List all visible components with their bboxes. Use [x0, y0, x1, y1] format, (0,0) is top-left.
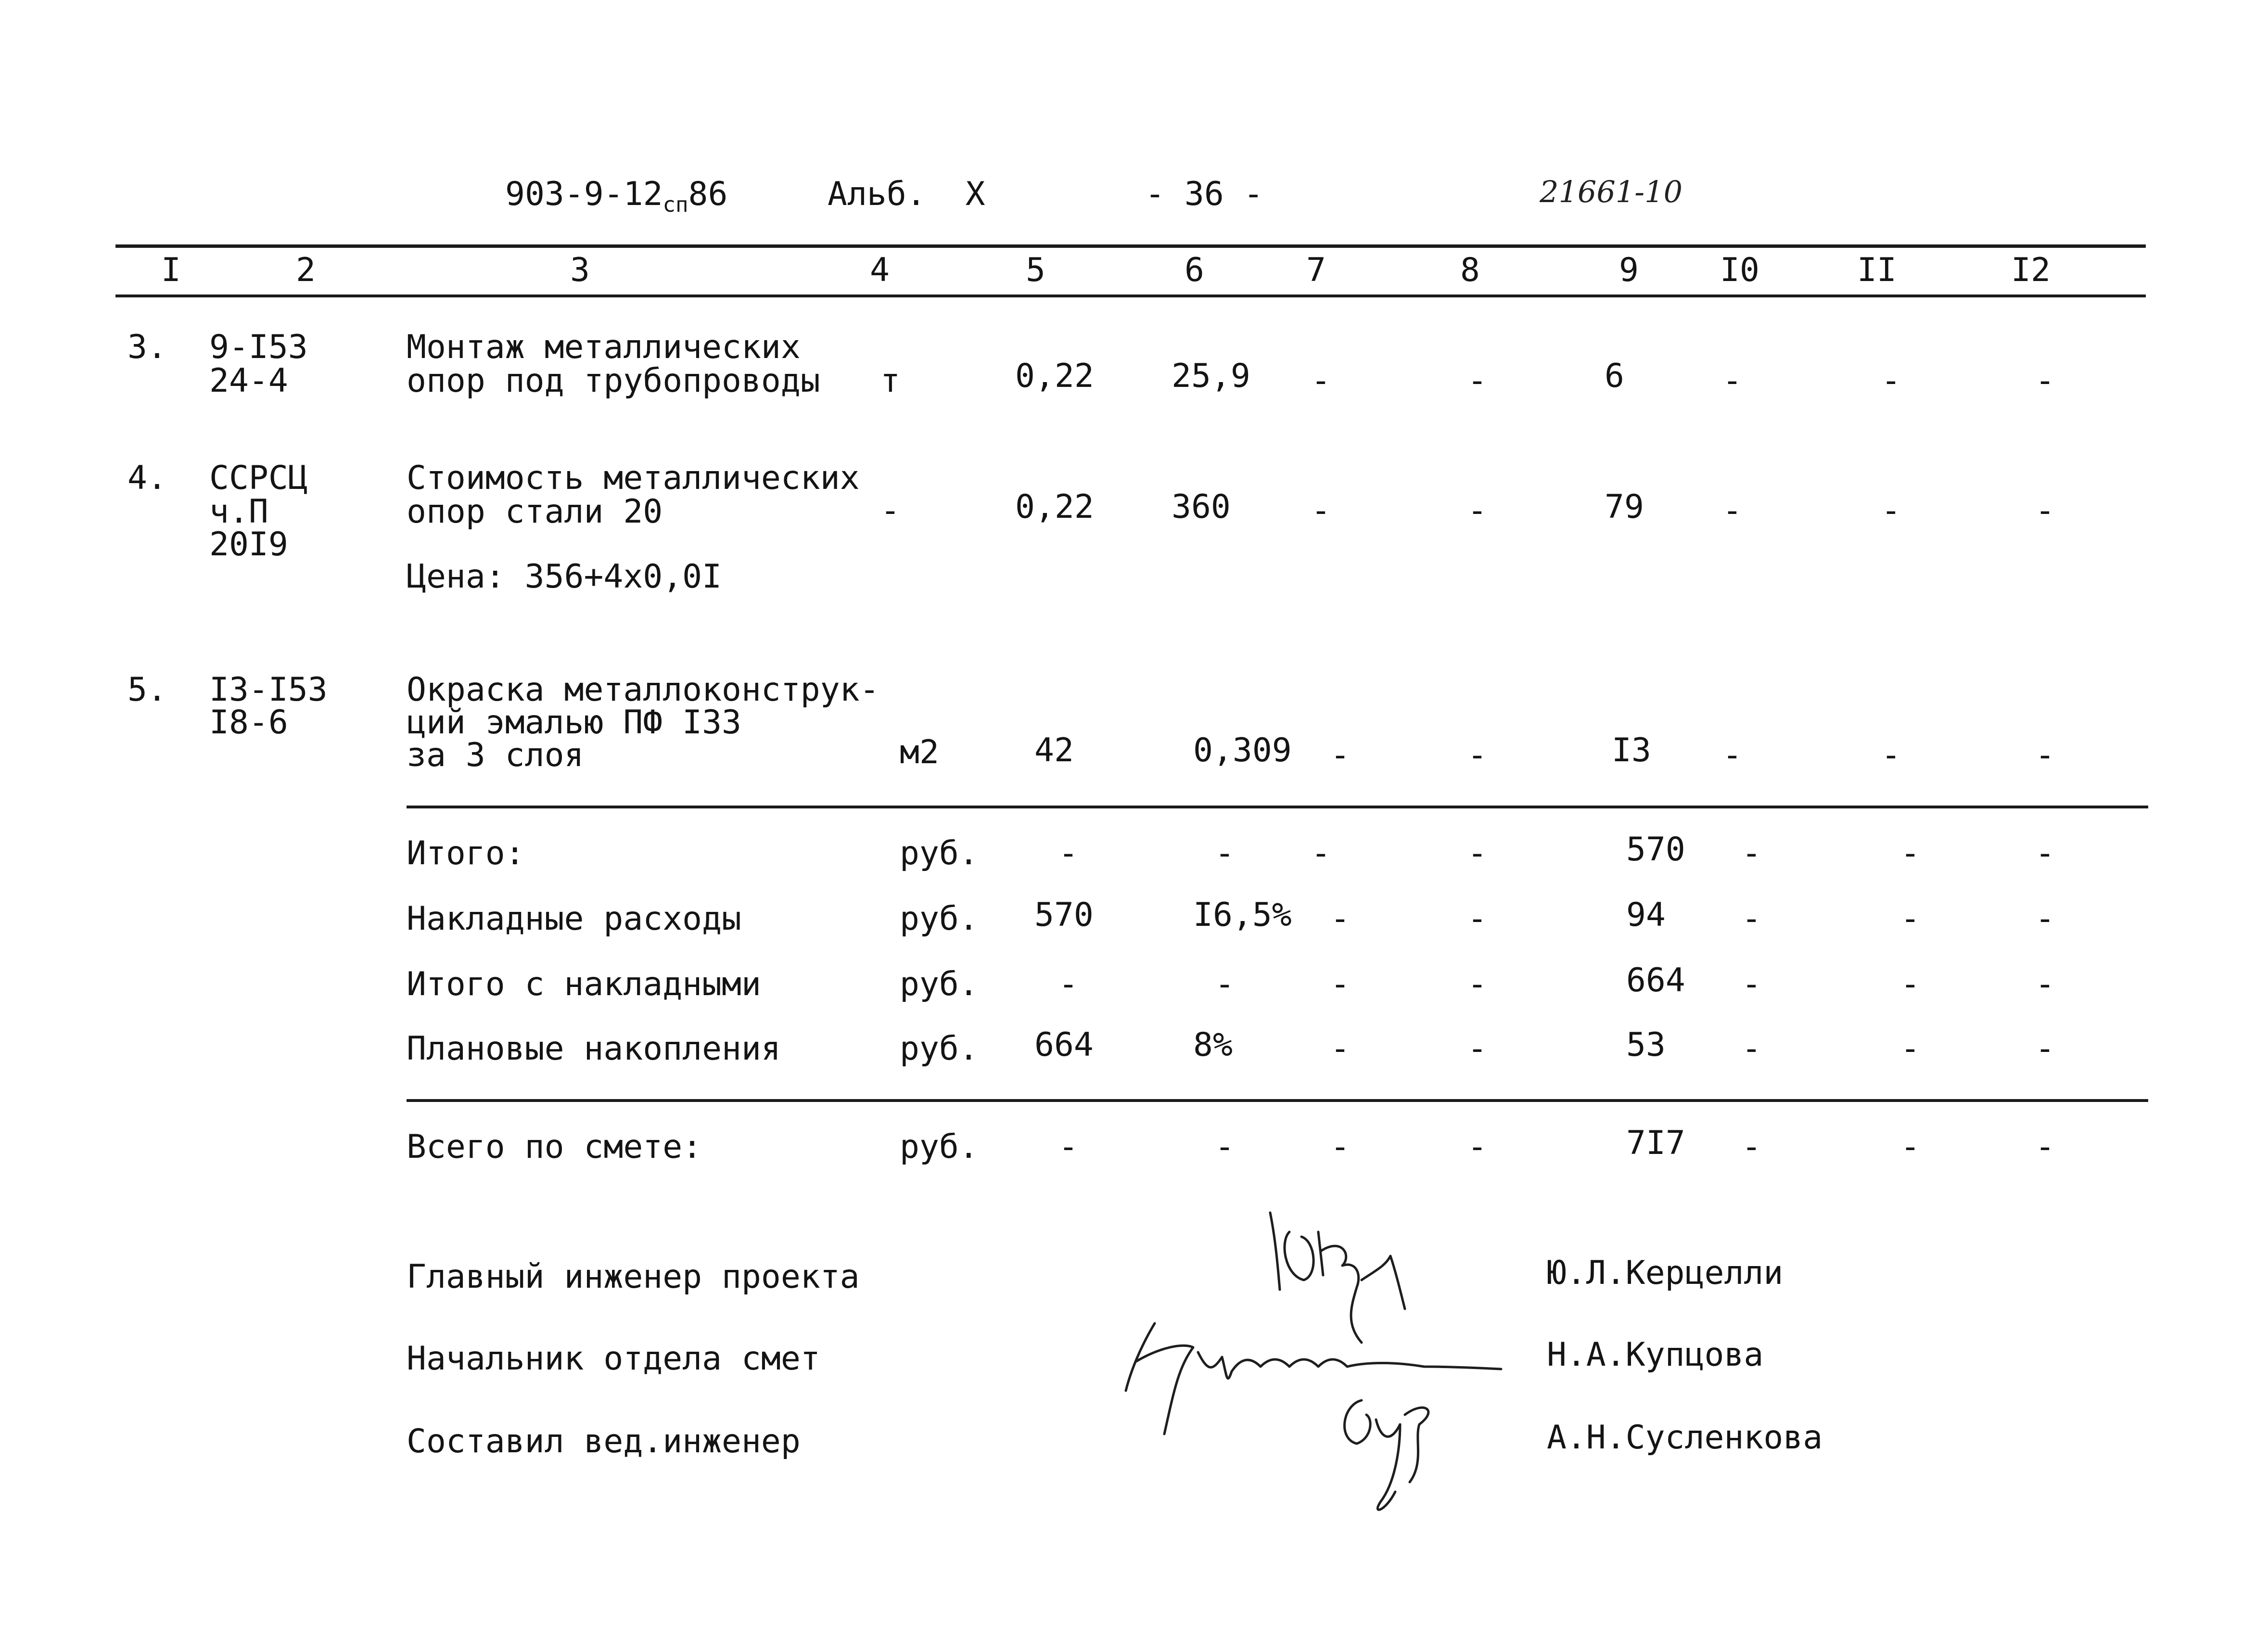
- totals-unit: руб.: [900, 834, 979, 872]
- col-header-8: 8: [1460, 251, 1480, 289]
- totals-label: Плановые накопления: [407, 1030, 781, 1068]
- totals-label: Накладные расходы: [407, 900, 741, 938]
- totals-c7: -: [1330, 900, 1350, 938]
- signature-name: Ю.Л.Керцелли: [1547, 1254, 1784, 1292]
- totals-c7: -: [1330, 1030, 1350, 1068]
- header-bottom-rule: [115, 294, 2146, 297]
- grand-total-c7: -: [1330, 1128, 1350, 1166]
- row-code-line: I3-I53: [209, 671, 328, 709]
- totals-c11: -: [1900, 834, 1920, 872]
- row-name-line: Монтаж металлических: [407, 328, 801, 366]
- row-number: 3.: [127, 328, 167, 366]
- col-header-9: 9: [1619, 251, 1639, 289]
- grand-total-label: Всего по смете:: [407, 1128, 702, 1166]
- doc-code: [505, 175, 728, 217]
- totals-c6: -: [1215, 834, 1235, 872]
- totals-c10: -: [1742, 965, 1761, 1003]
- grand-total-c11: -: [1900, 1128, 1920, 1166]
- totals-c10: -: [1742, 1030, 1761, 1068]
- grand-total-c9: 7I7: [1626, 1124, 1685, 1162]
- col-header-12: I2: [2011, 251, 2051, 289]
- row-c11: -: [1881, 362, 1901, 400]
- totals-label: Итого с накладными: [407, 965, 761, 1003]
- row-code-line: ч.П: [209, 493, 268, 531]
- col-header-4: 4: [870, 251, 890, 289]
- row-c9: I3: [1612, 731, 1651, 769]
- totals-c8: -: [1467, 900, 1487, 938]
- handwritten-signature-compiler: [1328, 1386, 1453, 1521]
- totals-label: Итого:: [407, 834, 525, 872]
- row-code-line: ССРСЦ: [209, 459, 308, 497]
- col-header-7: 7: [1306, 251, 1326, 289]
- doc-code-year: 86: [688, 175, 728, 213]
- totals-c6: I6,5%: [1193, 896, 1292, 934]
- row-c8: -: [1467, 362, 1487, 400]
- totals-c5: 570: [1034, 896, 1094, 934]
- row-unit: -: [880, 492, 900, 530]
- inventory-number: 21661-10: [1540, 174, 1683, 209]
- row-name-line: Окраска металлоконструк-: [407, 671, 879, 709]
- totals-c11: -: [1900, 965, 1920, 1003]
- col-header-6: 6: [1185, 251, 1204, 289]
- row-price-note: Цена: 356+4x0,0I: [407, 558, 722, 596]
- row-c11: -: [1881, 492, 1901, 530]
- row-c5: 42: [1034, 731, 1074, 769]
- totals-c11: -: [1900, 1030, 1920, 1068]
- row-c6: 360: [1172, 488, 1231, 526]
- grand-total-rule: [407, 1099, 2148, 1102]
- row-c6: 0,309: [1193, 731, 1292, 769]
- grand-total-c6: -: [1215, 1128, 1235, 1166]
- row-name-line: опор под трубопроводы: [407, 362, 820, 400]
- row-c10: -: [1722, 492, 1742, 530]
- totals-unit: руб.: [900, 1030, 979, 1068]
- totals-c12: -: [2035, 900, 2055, 938]
- grand-total-c12: -: [2035, 1128, 2055, 1166]
- row-c10: -: [1722, 362, 1742, 400]
- doc-code-main: 903-9-12: [505, 175, 663, 213]
- totals-c10: -: [1742, 834, 1761, 872]
- grand-total-c10: -: [1742, 1128, 1761, 1166]
- col-header-2: 2: [296, 251, 316, 289]
- row-name-line: ций эмалью ПФ I33: [407, 704, 741, 742]
- row-c9: 79: [1605, 488, 1644, 526]
- row-c8: -: [1467, 492, 1487, 530]
- totals-c8: -: [1467, 834, 1487, 872]
- doc-code-sub: сп: [663, 192, 688, 217]
- row-code-line: 9-I53: [209, 328, 308, 366]
- row-c8: -: [1467, 736, 1487, 774]
- top-rule: [115, 244, 2146, 248]
- col-header-10: I0: [1720, 251, 1759, 289]
- row-c10: -: [1722, 736, 1742, 774]
- totals-c6: 8%: [1193, 1026, 1233, 1064]
- row-code-line: I8-6: [209, 704, 288, 742]
- totals-c8: -: [1467, 965, 1487, 1003]
- totals-c6: -: [1215, 965, 1235, 1003]
- row-name-line: опор стали 20: [407, 493, 663, 531]
- row-c7: -: [1330, 736, 1350, 774]
- totals-c9: 570: [1626, 831, 1685, 869]
- signature-role: Начальник отдела смет: [407, 1340, 820, 1378]
- col-header-11: II: [1857, 251, 1897, 289]
- row-c5: 0,22: [1015, 357, 1094, 395]
- signature-name: Н.А.Купцова: [1547, 1336, 1764, 1374]
- totals-c12: -: [2035, 834, 2055, 872]
- row-c7: -: [1311, 492, 1331, 530]
- totals-unit: руб.: [900, 900, 979, 938]
- signature-name: А.Н.Сусленкова: [1547, 1419, 1823, 1457]
- grand-total-c8: -: [1467, 1128, 1487, 1166]
- totals-c5: -: [1058, 834, 1078, 872]
- row-unit: т: [880, 362, 900, 400]
- row-c11: -: [1881, 736, 1901, 774]
- row-name-line: Стоимость металлических: [407, 459, 860, 497]
- col-header-3: 3: [570, 251, 590, 289]
- row-c12: -: [2035, 362, 2055, 400]
- totals-c11: -: [1900, 900, 1920, 938]
- totals-unit: руб.: [900, 965, 979, 1003]
- row-c9: 6: [1605, 357, 1624, 395]
- totals-c7: -: [1311, 834, 1331, 872]
- row-number: 5.: [127, 671, 167, 709]
- totals-c12: -: [2035, 965, 2055, 1003]
- row-name-line: за 3 слоя: [407, 736, 584, 774]
- totals-c7: -: [1330, 965, 1350, 1003]
- signature-role: Составил вед.инженер: [407, 1422, 801, 1460]
- row-code-line: 24-4: [209, 362, 288, 400]
- page-number: - 36 -: [1145, 175, 1263, 213]
- totals-c9: 664: [1626, 961, 1685, 999]
- row-c12: -: [2035, 492, 2055, 530]
- signature-role: Главный инженер проекта: [407, 1258, 860, 1296]
- grand-total-unit: руб.: [900, 1128, 979, 1166]
- row-c12: -: [2035, 736, 2055, 774]
- row-number: 4.: [127, 459, 167, 497]
- row-c6: 25,9: [1172, 357, 1250, 395]
- totals-c5: -: [1058, 965, 1078, 1003]
- totals-top-rule: [407, 806, 2148, 808]
- totals-c9: 53: [1626, 1026, 1666, 1064]
- totals-c9: 94: [1626, 896, 1666, 934]
- col-header-1: I: [161, 251, 181, 289]
- totals-c10: -: [1742, 900, 1761, 938]
- row-code-line: 20I9: [209, 525, 288, 563]
- totals-c12: -: [2035, 1030, 2055, 1068]
- col-header-5: 5: [1026, 251, 1045, 289]
- row-c5: 0,22: [1015, 488, 1094, 526]
- totals-c5: 664: [1034, 1026, 1094, 1064]
- grand-total-c5: -: [1058, 1128, 1078, 1166]
- album-label: Альб. X: [828, 175, 985, 213]
- row-unit: м2: [900, 733, 939, 771]
- totals-c8: -: [1467, 1030, 1487, 1068]
- row-c7: -: [1311, 362, 1331, 400]
